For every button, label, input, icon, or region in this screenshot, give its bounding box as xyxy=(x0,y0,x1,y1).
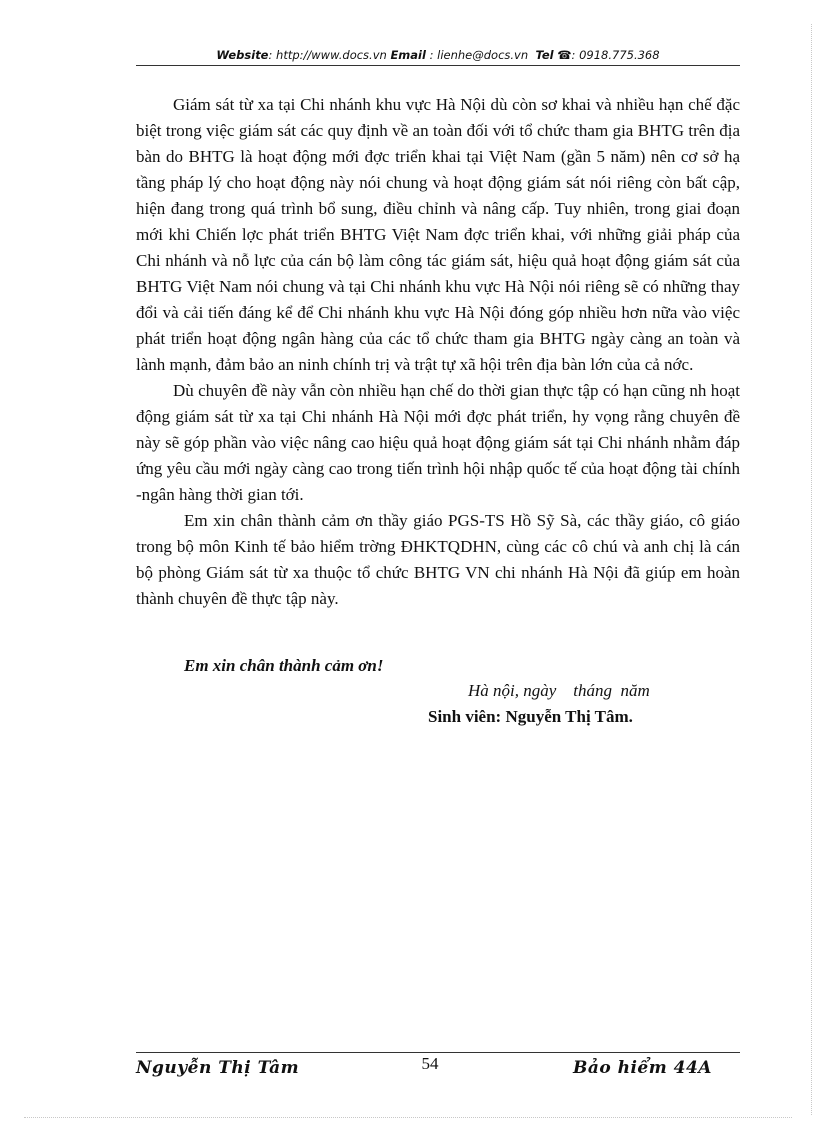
thanks-line: Em xin chân thành cảm ơn! xyxy=(184,656,384,675)
header-divider xyxy=(136,65,740,66)
signature: Sinh viên: Nguyễn Thị Tâm. xyxy=(428,707,633,726)
email-value: : lienhe@docs.vn xyxy=(425,48,529,62)
tel-label: Tel xyxy=(535,48,554,62)
tel-value: : 0918.775.368 xyxy=(571,48,660,62)
page-edge-right xyxy=(811,24,812,1115)
paragraph: Dù chuyên đề này vẫn còn nhiều hạn chế do thời gian thực tập có hạn cũng nh hoạt động giám sát từ xa tại Chi nhánh Hà Nội mới đợc phát triển, hy vọng rằng chuyên đề này sẽ góp phần vào việc nâng cao hiệu quả hoạt động giám sát tại Chi nhánh nhằm đáp ứng yêu cầu mới ngày càng cao trong tiến trình hội nhập quốc tế của hoạt động tài chính -ngân hàng thời gian tới. xyxy=(136,381,740,504)
footer-divider xyxy=(136,1052,740,1053)
paragraph: Giám sát từ xa tại Chi nhánh khu vực Hà Nội dù còn sơ khai và nhiều hạn chế đặc biệt trong việc giám sát các quy định về an toàn đối với tổ chức tham gia BHTG trên địa bàn do BHTG là hoạt động mới đợc triển khai tại Việt Nam (gần 5 năm) nên cơ sở hạ tầng pháp lý cho hoạt động này nói chung và hoạt động giám sát nói riêng còn bất cập, hiện đang trong quá trình bổ sung, điều chỉnh và nâng cấp. Tuy nhiên, trong giai đoạn mới khi Chiến lợc phát triển BHTG Việt Nam đợc triển khai, với những giải pháp của Chi nhánh và nỗ lực của cán bộ làm công tác giám sát, hiệu quả hoạt động giám sát của BHTG Việt Nam nói chung và tại Chi nhánh khu vực Hà Nội nói riêng sẽ có những thay đổi và cải tiến đáng kể để Chi nhánh khu vực Hà Nội đóng góp nhiều hơn nữa vào việc phát triển hoạt động ngân hàng của các tổ chức tham gia BHTG ngày càng an toàn và lành mạnh, đảm bảo an ninh chính trị và trật tự xã hội trên địa bàn lớn của cả nớc. xyxy=(136,95,740,374)
page-header xyxy=(136,46,740,64)
email-label: Email xyxy=(390,48,426,62)
footer-author: Nguyễn Thị Tâm xyxy=(136,1058,300,1078)
paragraph: Em xin chân thành cảm ơn thầy giáo PGS-TS Hồ Sỹ Sà, các thầy giáo, cô giáo trong bộ môn Kinh tế bảo hiểm trờng ĐHKTQDHN, cùng các cô chú và anh chị là cán bộ phòng Giám sát từ xa thuộc tổ chức BHTG VN chi nhánh Hà Nội đã giúp em hoàn thành chuyên đề thực tập này. xyxy=(136,511,740,608)
page-edge-bottom xyxy=(24,1117,792,1118)
website-label: Website xyxy=(216,48,269,62)
place-date: Hà nội, ngày tháng năm xyxy=(468,681,650,700)
phone-icon: ☎ xyxy=(557,48,572,62)
page-number: 54 xyxy=(421,1054,439,1073)
footer-class: Bảo hiểm 44A xyxy=(572,1058,712,1078)
website-value: : http://www.docs.vn xyxy=(268,48,387,62)
document-body xyxy=(136,92,740,612)
